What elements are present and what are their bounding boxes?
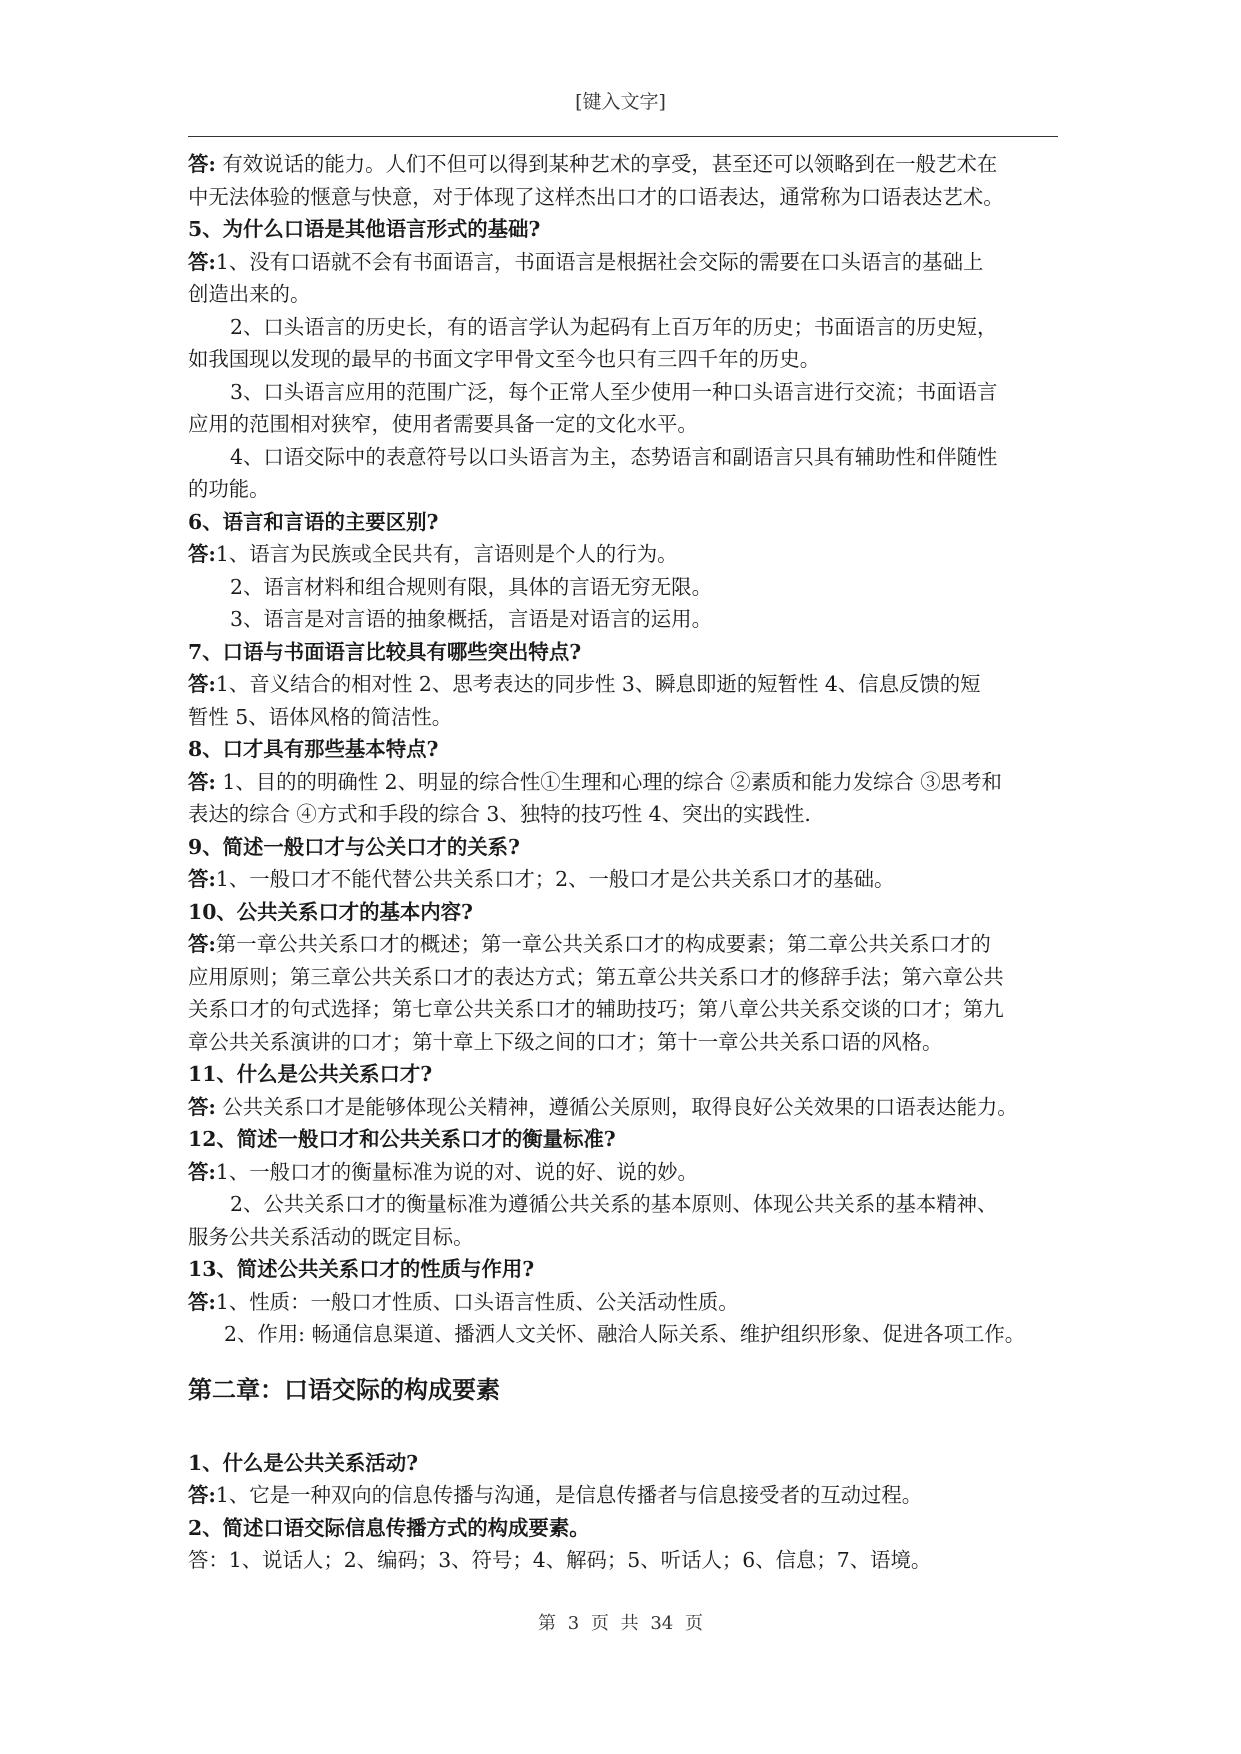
answer-line: 章公共关系演讲的口才；第十章上下级之间的口才；第十一章公共关系口语的风格。	[188, 1029, 943, 1054]
answer-line: 如我国现以发现的最早的书面文字甲骨文至今也只有三四千年的历史。	[188, 347, 821, 371]
answer-line: 3、语言是对言语的抽象概括，言语是对语言的运用。	[230, 607, 712, 631]
document-body	[188, 148, 1058, 1577]
answer-line	[188, 1156, 1058, 1189]
answer-line	[188, 1479, 1058, 1512]
answer-text: 1、一般口才的衡量标准为说的对、说的好、说的妙。	[215, 1159, 698, 1184]
answer-line	[188, 668, 1058, 701]
answer-line: 3、口头语言应用的范围广泛，每个正常人至少使用一种口头语言进行交流；书面语言	[230, 379, 998, 404]
question-heading: 7、口语与书面语言比较具有哪些突出特点?	[188, 639, 582, 664]
question-heading: 10、公共关系口才的基本内容?	[188, 899, 474, 924]
answer-label: 答:	[188, 249, 216, 274]
answer-line: 2、语言材料和组合规则有限，具体的言语无穷无限。	[230, 574, 712, 599]
answer-text: 有效说话的能力。人们不但可以得到某种艺术的享受，甚至还可以领略到在一般艺术在	[215, 152, 998, 176]
answer-line	[188, 766, 1058, 799]
answer-label: 答:	[188, 1094, 216, 1119]
answer-label: 答:	[188, 769, 216, 794]
answer-line: 应用的范围相对狭窄，使用者需要具备一定的文化水平。	[188, 412, 698, 436]
answer-label: 答:	[188, 932, 216, 956]
answer-label: 答:	[188, 1289, 216, 1314]
question-heading: 8、口才具有那些基本特点?	[188, 737, 439, 761]
answer-line: 中无法体验的惬意与快意，对于体现了这样杰出口才的口语表达，通常称为口语表达艺术。	[188, 184, 1004, 209]
question-heading: 1、什么是公共关系活动?	[188, 1450, 419, 1475]
answer-label: 答:	[188, 152, 216, 176]
answer-label: 答:	[188, 542, 216, 566]
question-heading: 6、语言和言语的主要区别?	[188, 509, 439, 534]
answer-text: 1、性质：一般口才性质、口头语言性质、公关活动性质。	[215, 1289, 739, 1314]
answer-label: 答:	[188, 672, 216, 696]
answer-text: 1、一般口才不能代替公共关系口才；2、一般口才是公共关系口才的基础。	[215, 867, 895, 891]
answer-line: 答：1、说话人；2、编码；3、符号；4、解码；5、听话人；6、信息；7、语境。	[188, 1548, 932, 1572]
answer-line: 服务公共关系活动的既定目标。	[188, 1224, 474, 1249]
answer-text: 公共关系口才是能够体现公关精神，遵循公关原则，取得良好公关效果的口语表达能力。	[215, 1094, 1018, 1119]
answer-line: 2、作用: 畅通信息渠道、播洒人文关怀、融洽人际关系、维护组织形象、促进各项工作。	[224, 1322, 1026, 1346]
answer-text: 1、没有口语就不会有书面语言，书面语言是根据社会交际的需要在口头语言的基础上	[215, 249, 984, 274]
question-heading: 5、为什么口语是其他语言形式的基础?	[188, 217, 541, 241]
answer-line: 2、口头语言的历史长，有的语言学认为起码有上百万年的历史；书面语言的历史短，	[230, 314, 998, 339]
answer-line	[188, 538, 1058, 571]
page-footer: 第 3 页 共 34 页	[538, 1613, 703, 1634]
answer-label: 答:	[188, 867, 216, 891]
answer-line	[188, 246, 1058, 279]
answer-line: 创造出来的。	[188, 282, 311, 306]
answer-line	[188, 928, 1058, 961]
answer-text: 1、语言为民族或全民共有，言语则是个人的行为。	[215, 542, 678, 566]
answer-text: 1、它是一种双向的信息传播与沟通，是信息传播者与信息接受者的互动过程。	[215, 1483, 923, 1507]
answer-line: 4、口语交际中的表意符号以口头语言为主，态势语言和副语言只具有辅助性和伴随性	[230, 444, 998, 469]
question-heading: 9、简述一般口才与公关口才的关系?	[188, 834, 520, 859]
answer-line: 暂性 5、语体风格的简洁性。	[188, 704, 453, 729]
question-heading: 12、简述一般口才和公共关系口才的衡量标准?	[188, 1127, 616, 1151]
answer-line: 关系口才的句式选择；第七章公共关系口才的辅助技巧；第八章公共关系交谈的口才；第九	[188, 997, 1004, 1021]
answer-line	[188, 1286, 1058, 1319]
answer-label: 答:	[188, 1483, 216, 1507]
answer-line: 2、公共关系口才的衡量标准为遵循公共关系的基本原则、体现公共关系的基本精神、	[230, 1192, 998, 1216]
answer-line: 应用原则；第三章公共关系口才的表达方式；第五章公共关系口才的修辞手法；第六章公共	[188, 964, 1004, 989]
answer-text: 1、音义结合的相对性 2、思考表达的同步性 3、瞬息即逝的短暂性 4、信息反馈的短	[215, 672, 981, 696]
question-heading: 2、简述口语交际信息传播方式的构成要素。	[188, 1515, 590, 1540]
answer-text: 1、目的的明确性 2、明显的综合性①生理和心理的综合 ②素质和能力发综合 ③思考和	[215, 769, 1002, 794]
answer-line: 的功能。	[188, 477, 270, 501]
page-header: [键入文字]	[575, 91, 666, 113]
answer-line	[188, 863, 1058, 896]
answer-label: 答:	[188, 1159, 216, 1184]
question-heading: 11、什么是公共关系口才?	[188, 1062, 433, 1086]
answer-line	[188, 148, 1058, 181]
answer-line: 表达的综合 ④方式和手段的综合 3、独特的技巧性 4、突出的实践性.	[188, 802, 811, 826]
answer-text: 第一章公共关系口才的概述；第一章公共关系口才的构成要素；第二章公共关系口才的	[215, 932, 991, 956]
answer-line	[188, 1091, 1058, 1124]
header-divider	[188, 136, 1058, 137]
question-heading: 13、简述公共关系口才的性质与作用?	[188, 1257, 535, 1281]
chapter-heading: 第二章：口语交际的构成要素	[188, 1374, 500, 1404]
